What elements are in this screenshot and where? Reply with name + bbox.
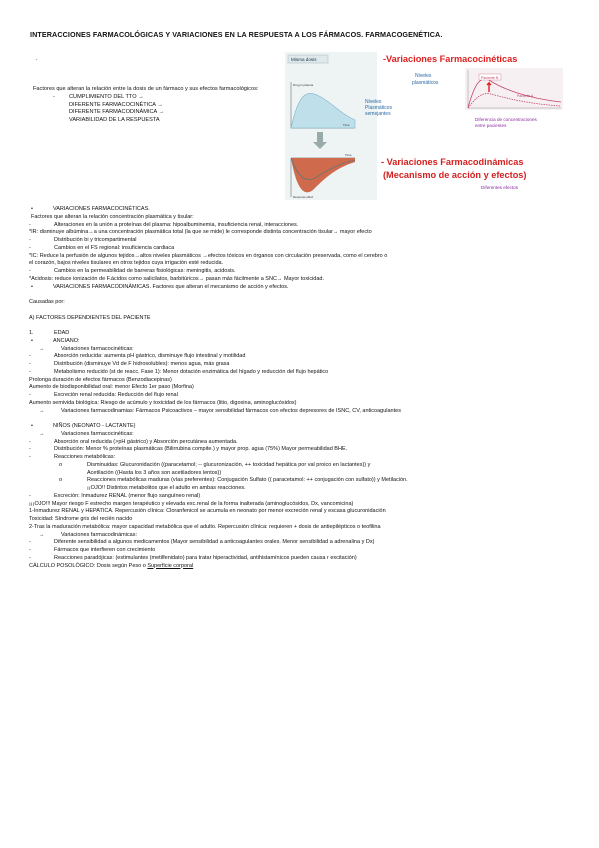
arrow-marker: → (39, 345, 45, 352)
text-line: 2-Tras la maduración metabólica: mayor capacidad metabólica que el adulto. Repercusión clínica: requieren + dosis de antiepilépticos o teofilina (29, 523, 381, 530)
paciente-b-label: Paciente B (481, 76, 499, 80)
text-line: - Distribución bi y tricompartimental (29, 237, 137, 243)
text-line: - Absorción reducida: aumenta pH gástrico, disminuye flujo intestinal y motilidad (29, 353, 246, 360)
text-line: - Absorción oral reducida (>pH gástrico) y Absorción percutánea aumentada. (29, 438, 238, 445)
section-heading: A) FACTORES DEPENDIENTES DEL PACIENTE (29, 314, 151, 321)
text-line: - Excreción renal reducida: Reducción del flujo renal (29, 392, 178, 398)
dash-marker: - (29, 539, 31, 546)
niveles-semejantes-2: Plasmáticos (365, 105, 392, 111)
text-line: Acetilación ((Hasta los 3 años son acetiladores lentos)) (87, 469, 222, 476)
pd-title: - Variaciones Farmacodinámicas (381, 157, 524, 167)
text-line: - Cambios en el FS regional: insuficiencia cardiaca (29, 244, 175, 251)
pk-title: -Variaciones Farmacocinéticas (383, 54, 518, 64)
text-line: el corazón, bajos niveles tisulares en otros tejidos cuya irrigación esté reducida. (29, 260, 224, 267)
niveles-plasmaticos-2: plasmáticos (412, 80, 439, 86)
text-line: Toxicidad: Síndrome gris del recién nacido (29, 516, 133, 522)
intro-text: Factores que alteran la relación entre la dosis de un fármaco y sus efectos farmacológicos: (33, 86, 259, 92)
dash-marker: - (29, 554, 31, 561)
dash-marker: - (53, 93, 55, 100)
intro-item: - CUMPLIMIENTO DEL TTO → (53, 93, 144, 100)
stray-dot: . (36, 56, 38, 62)
text-line: - Alteraciones en la unión a proteínas del plasma: hipoalbuminemia, insuficiencia renal, interacciones. (29, 221, 299, 228)
paciente-a-label: Paciente A (517, 94, 534, 98)
text-line: Factores que alteran la relación concentración plasmática y tisular: (31, 213, 194, 220)
text-line: → Variaciones farmacodinámicas: (29, 532, 577, 540)
dash-marker: - (29, 268, 31, 274)
dash-marker: - (29, 221, 31, 228)
text-line: - Metabolismo reducido (st de reacc. Fase 1): Menor dotación enzimática del hígado y reducción del flujo hepático (29, 368, 329, 375)
text-line: - Reacciones metabólicas: (29, 454, 116, 460)
text-line: Aumento semivida biológica: Riesgo de acúmulo y toxicidad de los fármacos (litio, digoxina, aminoglucósidos) (29, 399, 297, 406)
body-text (29, 206, 577, 570)
text-line: - Diferente sensibilidad a algunos medicamentos (Mayor sensibilidad a anticoagulantes orales. Menor sensibilidad a adrenalina y Dx) (29, 539, 375, 546)
diferencia-2: entre pacientes (475, 123, 507, 128)
intro-list (53, 94, 278, 125)
text-line: 1-Inmadurez RENAL y HEPATICA. Repercusión clínica: Cloranfenicol se acumula en neonato por menor excreción renal y escasa glucuronidación (29, 508, 386, 515)
dash-marker: - (29, 547, 31, 553)
text-line: • VARIACIONES FARMACOCINÉTICAS. (29, 206, 577, 214)
text-line: Aumento de biodisponibilidad oral: menor Efecto 1er paso (Morfina) (29, 384, 194, 391)
text-line: • ANCIANO: (29, 338, 577, 346)
text-line: *IC: Reduce la perfusión de algunos tejidos→altos niveles plasmáticos →efectos tóxicos en órganos con circulación preservada, como el cerebro o (29, 252, 388, 259)
niveles-plasmaticos-1: Niveles (415, 73, 432, 79)
dash-marker: - (29, 244, 31, 251)
misma-dosis-label: Misma dosis (291, 57, 317, 62)
intro-item: DIFERENTE FARMACODINÁMICA → (69, 109, 165, 116)
diferentes-efectos-label: Diferentes efectos (481, 185, 519, 190)
text-line: Causadas por: (29, 299, 65, 305)
text-line: o Reacciones metabólicas maduras (vías preferentes): Conjugación Sulfato (( paracetamol: ++ conjugación con sulfato)) y Metilación. (29, 477, 577, 485)
dash-marker: - (29, 361, 31, 367)
text-line: *Acidosis: reduce ionización de F.ácidos como salicilatos, barbitúricos→ pasan más fácilmente a SNC→ Mayor toxicidad. (29, 275, 324, 282)
text-line: → Variaciones farmacodinamias: Fármacos Psicoactivos – mayor sensibilidad fármacos con efectos depresores de ISNC, CV, anticoagulantes (29, 408, 577, 416)
dash-marker: - (29, 438, 31, 445)
niveles-semejantes-3: semejantes (365, 111, 391, 117)
niveles-semejantes-1: Niveles (365, 99, 382, 105)
text-line: - Cambios en la permeabilidad de barreras fisiológicas: meningitis, acidosis. (29, 268, 236, 274)
intro-item: DIFERENTE FARMACOCINÉTICA → (69, 101, 163, 108)
response-effect-label: Response effect (293, 195, 314, 199)
pd-subtitle: (Mecanismo de acción y efectos) (383, 170, 527, 180)
text-line: Prolonga duración de efectos fármacos (Benzodiacepinas) (29, 376, 172, 383)
text-line: - Reacciones paradójicas: (estimulantes (metilfenidato) para tratar hiperactividad, antihistamínicos pueden causa r excitación) (29, 554, 357, 561)
text-line: - Distribución (disminuye Vd de F hidrosolubles): menos agua, más grasa (29, 361, 230, 367)
text-line: o Disminuidas: Glucuronidación ((paracetamol; -- glucuronización, ++ toxicidad hepática por val proico en lactantes)) y (29, 462, 577, 470)
text-line: - Excreción: Inmadurez RENAL (menor flujo sanguíneo renal) (29, 492, 201, 499)
text-line: - Distribución: Menor % proteínas plasmáticas (Bilirrubina compite.) y mayor prop. agua (75%) Mayor permeabilidad BHE. (29, 446, 348, 453)
text-line: - Fármacos que interfieren con crecimiento (29, 547, 156, 553)
dash-marker: - (29, 454, 31, 460)
dash-marker: - (29, 353, 31, 360)
time-label-top: Time (343, 123, 350, 127)
text-line: ¡¡OJO!! Distintos metabolitos que el adulto en ambas reacciones. (87, 485, 246, 491)
text-line: 1. EDAD (29, 330, 70, 336)
text-line: → Variaciones farmacocinéticas: (29, 346, 577, 354)
arrow-marker: → (39, 430, 45, 437)
arrow-marker: → (39, 407, 45, 414)
drug-in-plasma-label: Drug in plasma (293, 83, 314, 87)
text-line: CÁLCULO POSOLÓGICO: Dosis según Peso o Superficie corporal (29, 562, 194, 569)
underlined-text: Superficie corporal (147, 562, 194, 569)
page-title: INTERACCIONES FARMACOLÓGICAS Y VARIACIONES EN LA RESPUESTA A LOS FÁRMACOS. FARMACOGENÉTICA. (30, 30, 443, 39)
time-label-bottom: Time (345, 153, 352, 157)
text-line: ¡¡¡OJO!!! Mayor riesgo F estrecho margen terapéutico y elevada exc.renal de la forma inalterada (aminoglucósidos, Dx, vancomicina) (29, 500, 354, 507)
intro-block (33, 86, 278, 125)
text-line: • NIÑOS (NEONATO - LACTANTE) (29, 423, 577, 431)
pk-pd-figure (285, 52, 575, 200)
dash-marker: - (29, 368, 31, 375)
text-line: *IR: disminuye albúmina→a una concentración plasmática total (la que se mide) le corresponde distinta concentración tisular→ mayor efecto (29, 229, 372, 236)
circle-marker: o (59, 461, 63, 468)
text-line: → Variaciones farmacocinéticas: (29, 431, 577, 439)
text-line: • VARIACIONES FARMACODINÁMICAS. Factores que alteran el mecanismo de acción y efectos. (29, 284, 577, 292)
dash-marker: - (29, 492, 31, 499)
arrow-marker: → (39, 531, 45, 538)
intro-item: VARIABILIDAD DE LA RESPUESTA (69, 117, 160, 124)
circle-marker: o (59, 477, 63, 484)
dash-marker: - (29, 392, 31, 398)
dash-marker: - (29, 237, 31, 243)
dash-marker: - (29, 446, 31, 453)
diferencia-1: Diferencia de concentraciones (475, 117, 537, 122)
